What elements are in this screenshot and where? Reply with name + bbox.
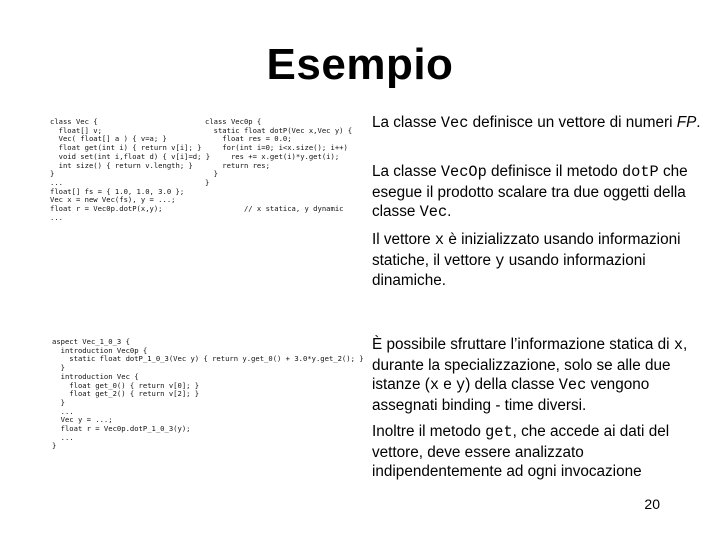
code-snippet-vecop-class: class Vec0p { static float dotP(Vec x,Vec y) { float res = 0.0; for(int i=0; i<x.size(); i++) res += x.get(i)*y.get(i); return res; } } // x statica, y dynamic	[205, 117, 353, 214]
text-run: che esegue il prodotto scalare tra due oggetti della classe	[372, 163, 688, 220]
code-snippet-vec-class: class Vec { float[] v; Vec( float[] a ) { v=a; } float get(int i) { return v[i]; } void set(int i,float d) { v[i]=d; } int size() { return v.length; } } ... float[] fs = { 1.0, 1.0, 3.0 }; Vec x = new Vec(fs), y = ...; float r = Vec0p.dotP(x,y); ...	[50, 117, 211, 222]
text-run: FP	[676, 114, 697, 131]
code-term: get	[485, 423, 513, 441]
code-term: Vec	[558, 376, 587, 394]
code-term: dotP	[621, 163, 659, 181]
code-term: Vec	[440, 114, 469, 132]
text-run: Inoltre il metodo	[372, 423, 486, 440]
paragraph-3	[372, 230, 707, 291]
code-term: x	[429, 376, 439, 394]
text-run: , durante la specializzazione, solo se alle due istanze (	[372, 336, 688, 393]
text-run: .	[447, 203, 452, 220]
slide-title: Esempio	[266, 40, 454, 89]
text-run: Il vettore	[372, 231, 435, 248]
text-run: definisce il metodo	[486, 163, 622, 180]
text-run: La classe	[372, 163, 441, 180]
paragraph-2	[372, 162, 707, 223]
text-run: , che accede ai dati del vettore, deve essere analizzato indipendentemente ad ogni invocazione	[372, 423, 670, 480]
code-term: Vec	[419, 203, 448, 221]
paragraph-1	[372, 113, 707, 134]
text-run: e	[439, 376, 457, 393]
code-term: y	[495, 251, 505, 270]
text-run: vengono assegnati binding - time diversi.	[372, 376, 650, 414]
code-term: x	[434, 231, 445, 249]
page-number: 20	[644, 496, 660, 512]
text-run: .	[696, 114, 701, 131]
paragraph-4	[372, 335, 707, 415]
code-term: y	[456, 376, 466, 394]
text-run: ) della classe	[465, 376, 559, 393]
paragraph-5	[372, 422, 707, 482]
text-run: È possibile sfruttare l’informazione statica di	[372, 336, 674, 353]
text-run: è inizializzato usando informazioni statiche, il vettore	[372, 231, 681, 269]
text-run: definisce un vettore di numeri	[468, 114, 677, 131]
text-run: usando informazioni dinamiche.	[372, 251, 646, 289]
code-term: x	[673, 336, 684, 354]
text-run: La classe	[372, 114, 441, 131]
code-snippet-aspect: aspect Vec_1_0_3 { introduction Vec0p { static float dotP_1_0_3(Vec y) { return y.get_0() + 3.0*y.get_2(); } } introduction Vec { float get_0() { return v[0]; } float get_2() { return v[2]; } } ... Vec y = ...; float r = Vec0p.dotP_1_0_3(y); ... }	[52, 337, 364, 451]
code-term: VecOp	[440, 163, 487, 181]
